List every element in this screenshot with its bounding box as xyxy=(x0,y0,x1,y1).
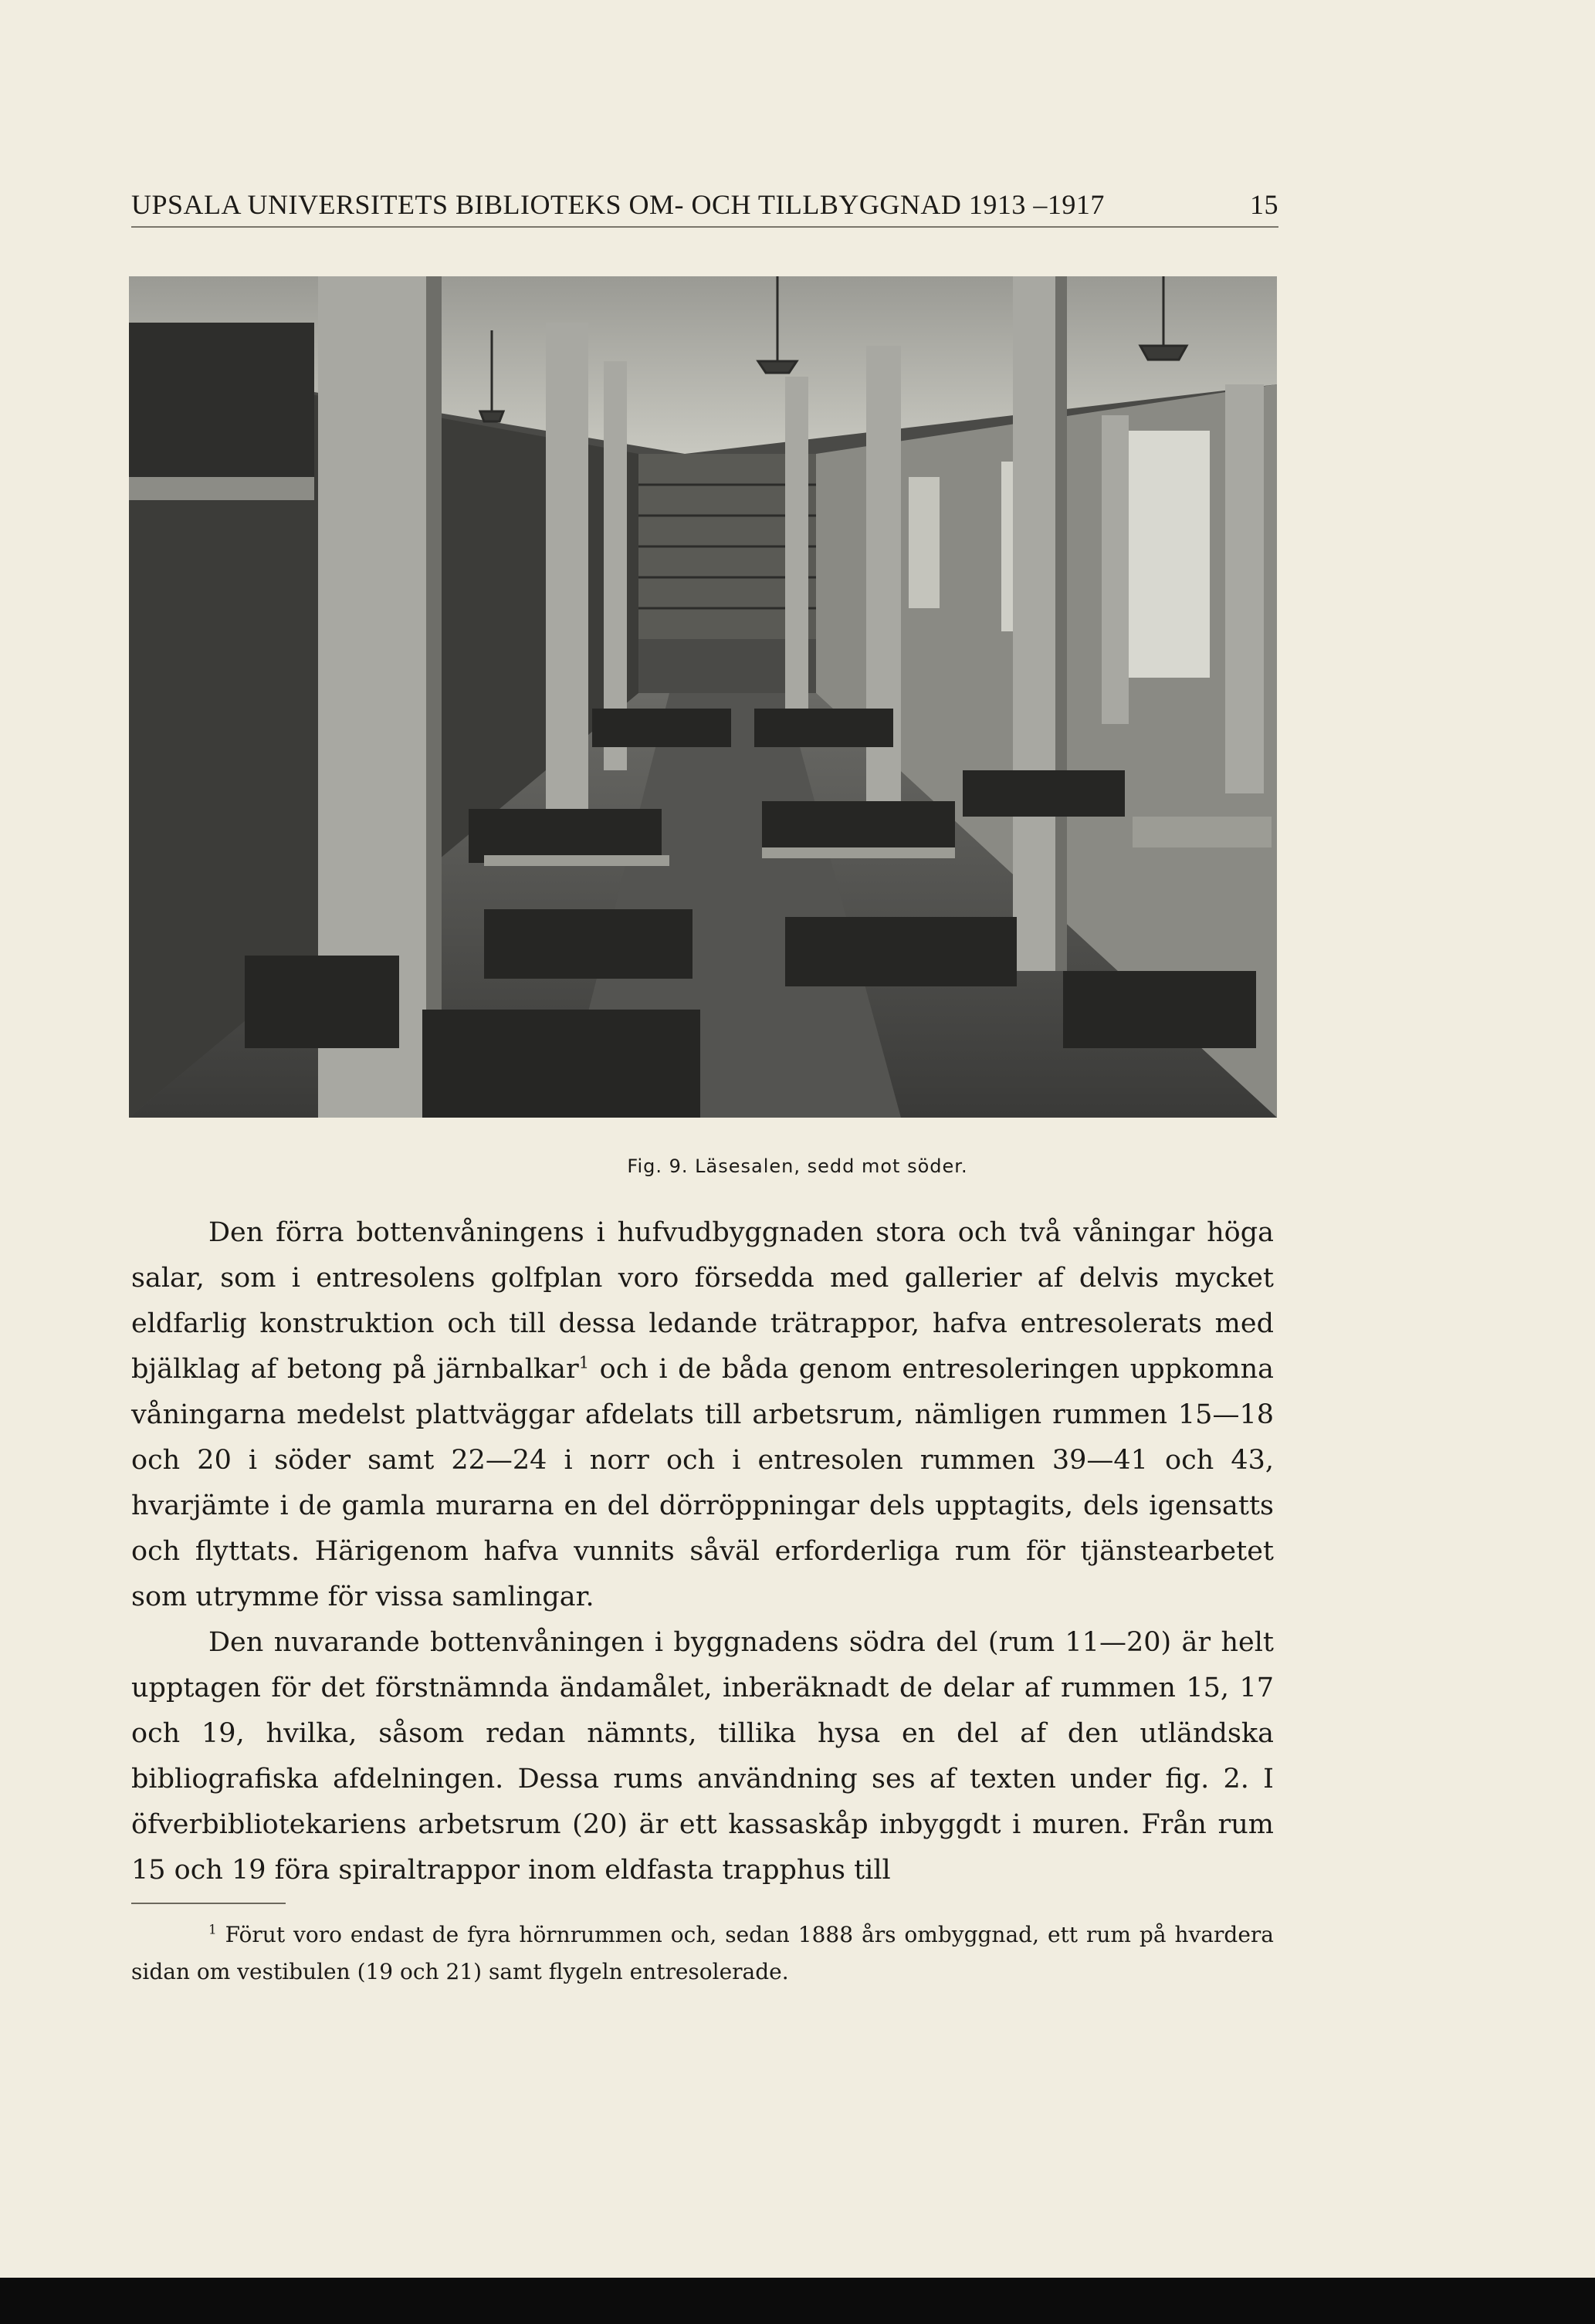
reading-room-photo xyxy=(129,276,1277,1118)
footnote-text: Förut voro endast de fyra hörnrummen och, sedan 1888 års ombyggnad, ett rum på hvardera sidan om vestibulen (19 och 21) samt flygeln entresolerade. xyxy=(131,1922,1274,1984)
running-head xyxy=(131,188,1278,221)
footnote-marker: 1 xyxy=(208,1921,217,1937)
running-title: UPSALA UNIVERSITETS BIBLIOTEKS OM- OCH TILLBYGGNAD 1913 –1917 xyxy=(131,189,1105,220)
figure-caption: Fig. 9. Läsesalen, sedd mot söder. xyxy=(627,1155,968,1177)
footnote-reference: 1 xyxy=(578,1353,590,1372)
page-number: 15 xyxy=(1250,189,1278,220)
paragraph-2: Den nuvarande bottenvåningen i byggnadens södra del (rum 11—20) är helt upptagen för det förstnämnda ändamålet, inberäknadt de delar af rummen 15, 17 och 19, hvilka, såsom redan nämnts, tillika hysa en del af den utländska bibliografiska afdelningen. Dessa rums användning ses af texten under fig. 2. I öfverbibliotekariens arbetsrum (20) är ett kassaskåp inbyggdt i muren. Från rum 15 och 19 föra spiraltrappor inom eldfasta trapphus till xyxy=(131,1627,1274,1886)
paragraph-1-part-a: Den förra bottenvåningens i hufvudbyggnaden stora och två våningar höga salar, som i entresolens golfplan voro försedda med gallerier af delvis mycket eldfarlig konstruktion och till dessa ledande trätrappor, hafva entresolerats med bjälklag af betong på järnbalkar xyxy=(131,1217,1274,1385)
header-rule xyxy=(131,226,1278,228)
footnote xyxy=(131,1916,1274,1991)
scan-bottom-edge xyxy=(0,2278,1595,2324)
paragraph-1 xyxy=(131,1210,1274,1620)
paragraph-1-part-b: och i de båda genom entresoleringen uppkomna våningarna medelst plattväggar afdelats till arbetsrum, nämligen rummen 15—18 och 20 i söder samt 22—24 i norr och i entresolen rummen 39—41 och 43, hvarjämte i de gamla murarna en del dörröppningar dels upptagits, dels igensatts och flyttats. Härigenom hafva vunnits såväl erforderliga rum för tjänstearbetet som utrymme för vissa samlingar. xyxy=(131,1354,1274,1612)
footnote-rule xyxy=(131,1903,286,1904)
body-text xyxy=(131,1210,1274,1893)
